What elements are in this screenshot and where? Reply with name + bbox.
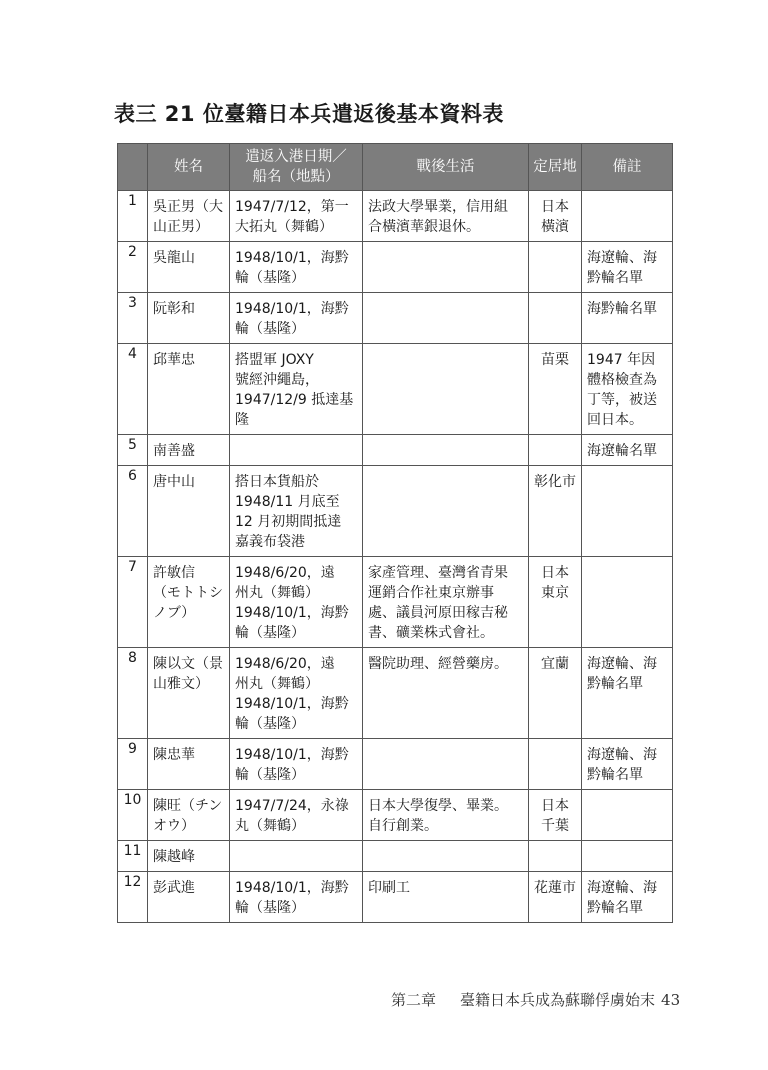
place-text: 日本 橫濱 bbox=[541, 199, 569, 235]
life-text bbox=[363, 435, 528, 445]
name-text: 陳旺（チン オウ） bbox=[153, 798, 223, 834]
cell-note bbox=[582, 557, 673, 648]
footer-chapter: 第二章 bbox=[391, 991, 437, 1009]
cell-life bbox=[363, 344, 529, 435]
cell-place bbox=[529, 739, 582, 790]
name-text: 陳忠華 bbox=[153, 747, 195, 763]
life-text bbox=[363, 293, 528, 303]
table-row bbox=[118, 293, 673, 344]
cell-note bbox=[582, 466, 673, 557]
life-text bbox=[363, 841, 528, 851]
life-text bbox=[363, 344, 528, 354]
cell-life bbox=[363, 648, 529, 739]
place-text bbox=[529, 739, 581, 749]
note-text bbox=[582, 191, 672, 201]
cell-return bbox=[230, 191, 363, 242]
life-text: 日本大學復學、畢業。 自行創業。 bbox=[368, 798, 508, 834]
place-text bbox=[529, 293, 581, 303]
cell-note bbox=[582, 344, 673, 435]
cell-note bbox=[582, 293, 673, 344]
place-text bbox=[529, 242, 581, 252]
cell-return bbox=[230, 557, 363, 648]
cell-name bbox=[148, 242, 230, 293]
cell-return bbox=[230, 344, 363, 435]
cell-place bbox=[529, 557, 582, 648]
cell-place bbox=[529, 841, 582, 872]
table-row bbox=[118, 790, 673, 841]
header-note: 備註 bbox=[582, 144, 673, 191]
page-number: 43 bbox=[661, 991, 681, 1009]
cell-note bbox=[582, 739, 673, 790]
header-place: 定居地 bbox=[529, 144, 582, 191]
table-row bbox=[118, 435, 673, 466]
cell-return bbox=[230, 293, 363, 344]
return-text: 1948/10/1，海黔 輪（基隆） bbox=[235, 250, 349, 286]
name-text: 陳以文（景 山雅文） bbox=[153, 656, 223, 692]
note-text: 1947 年因 體格檢查為 丁等，被送 回日本。 bbox=[587, 352, 657, 428]
life-text bbox=[363, 242, 528, 252]
cell-life bbox=[363, 191, 529, 242]
returnee-table bbox=[117, 143, 673, 923]
name-text: 唐中山 bbox=[153, 474, 195, 490]
note-text bbox=[582, 841, 672, 851]
cell-name bbox=[148, 648, 230, 739]
table-row bbox=[118, 841, 673, 872]
life-text: 印刷工 bbox=[368, 880, 410, 896]
cell-name bbox=[148, 191, 230, 242]
life-text bbox=[363, 466, 528, 476]
cell-life bbox=[363, 790, 529, 841]
return-text: 1948/10/1，海黔 輪（基隆） bbox=[235, 747, 349, 783]
cell-name bbox=[148, 435, 230, 466]
return-text bbox=[230, 841, 362, 851]
row-number: 10 bbox=[118, 790, 148, 841]
name-text: 陳越峰 bbox=[153, 849, 195, 865]
cell-note bbox=[582, 648, 673, 739]
cell-place bbox=[529, 191, 582, 242]
cell-note bbox=[582, 872, 673, 923]
row-number: 7 bbox=[118, 557, 148, 648]
name-text: 邱華忠 bbox=[153, 352, 195, 368]
cell-life bbox=[363, 872, 529, 923]
table-row bbox=[118, 739, 673, 790]
cell-return bbox=[230, 841, 363, 872]
note-text: 海遼輪、海 黔輪名單 bbox=[587, 250, 657, 286]
place-text: 日本 東京 bbox=[541, 565, 569, 601]
name-text: 南善盛 bbox=[153, 443, 195, 459]
cell-return bbox=[230, 790, 363, 841]
cell-note bbox=[582, 435, 673, 466]
return-text: 1947/7/12，第一 大拓丸（舞鶴） bbox=[235, 199, 349, 235]
name-text: 吳正男（大 山正男） bbox=[153, 199, 223, 235]
place-text: 日本 千葉 bbox=[541, 798, 569, 834]
return-text bbox=[230, 435, 362, 445]
note-text bbox=[582, 466, 672, 476]
table-row bbox=[118, 466, 673, 557]
table-row bbox=[118, 557, 673, 648]
footer-chapter-title: 臺籍日本兵成為蘇聯俘虜始末 bbox=[460, 991, 656, 1009]
note-text: 海遼輪名單 bbox=[587, 443, 657, 459]
header-return: 遣返入港日期／ 船名（地點） bbox=[230, 144, 363, 191]
cell-note bbox=[582, 191, 673, 242]
cell-name bbox=[148, 841, 230, 872]
cell-return bbox=[230, 435, 363, 466]
row-number: 12 bbox=[118, 872, 148, 923]
row-number: 9 bbox=[118, 739, 148, 790]
cell-place bbox=[529, 344, 582, 435]
cell-place bbox=[529, 790, 582, 841]
cell-life bbox=[363, 293, 529, 344]
cell-note bbox=[582, 841, 673, 872]
cell-return bbox=[230, 466, 363, 557]
table-row bbox=[118, 344, 673, 435]
table-row bbox=[118, 648, 673, 739]
header-number bbox=[118, 144, 148, 191]
cell-place bbox=[529, 648, 582, 739]
table-row bbox=[118, 242, 673, 293]
cell-name bbox=[148, 557, 230, 648]
name-text: 阮彰和 bbox=[153, 301, 195, 317]
life-text bbox=[363, 739, 528, 749]
cell-place bbox=[529, 293, 582, 344]
return-text: 1948/6/20，遠 州丸（舞鶴） 1948/10/1，海黔 輪（基隆） bbox=[235, 656, 349, 732]
cell-name bbox=[148, 344, 230, 435]
cell-life bbox=[363, 557, 529, 648]
header-life: 戰後生活 bbox=[363, 144, 529, 191]
note-text: 海黔輪名單 bbox=[587, 301, 657, 317]
table-title: 表三 21 位臺籍日本兵遣返後基本資料表 bbox=[114, 102, 504, 126]
cell-name bbox=[148, 739, 230, 790]
cell-note bbox=[582, 790, 673, 841]
cell-life bbox=[363, 841, 529, 872]
row-number: 1 bbox=[118, 191, 148, 242]
return-text: 1947/7/24，永祿 丸（舞鶴） bbox=[235, 798, 349, 834]
note-text: 海遼輪、海 黔輪名單 bbox=[587, 880, 657, 916]
row-number: 4 bbox=[118, 344, 148, 435]
return-text: 1948/10/1，海黔 輪（基隆） bbox=[235, 880, 349, 916]
row-number: 2 bbox=[118, 242, 148, 293]
row-number: 8 bbox=[118, 648, 148, 739]
cell-return bbox=[230, 648, 363, 739]
name-text: 吳龍山 bbox=[153, 250, 195, 266]
cell-name bbox=[148, 466, 230, 557]
table-row bbox=[118, 872, 673, 923]
cell-place bbox=[529, 435, 582, 466]
cell-note bbox=[582, 242, 673, 293]
cell-return bbox=[230, 242, 363, 293]
row-number: 6 bbox=[118, 466, 148, 557]
cell-name bbox=[148, 790, 230, 841]
return-text: 搭日本貨船於 1948/11 月底至 12 月初期間抵達 嘉義布袋港 bbox=[235, 474, 342, 550]
place-text: 宜蘭 bbox=[541, 656, 569, 672]
place-text bbox=[529, 841, 581, 851]
note-text bbox=[582, 557, 672, 567]
cell-name bbox=[148, 293, 230, 344]
cell-return bbox=[230, 739, 363, 790]
cell-life bbox=[363, 435, 529, 466]
place-text: 苗栗 bbox=[541, 352, 569, 368]
name-text: 彭武進 bbox=[153, 880, 195, 896]
life-text: 法政大學畢業，信用組 合橫濱華銀退休。 bbox=[368, 199, 508, 235]
cell-place bbox=[529, 872, 582, 923]
page-footer bbox=[391, 989, 680, 1010]
name-text: 許敏信 （モトトシ ノブ） bbox=[153, 565, 223, 621]
cell-place bbox=[529, 466, 582, 557]
life-text: 家產管理、臺灣省青果 運銷合作社東京辦事 處、議員河原田稼吉秘 書、礦業株式會社。 bbox=[368, 565, 508, 641]
life-text: 醫院助理、經營藥房。 bbox=[368, 656, 508, 672]
row-number: 5 bbox=[118, 435, 148, 466]
cell-return bbox=[230, 872, 363, 923]
return-text: 1948/10/1，海黔 輪（基隆） bbox=[235, 301, 349, 337]
note-text: 海遼輪、海 黔輪名單 bbox=[587, 656, 657, 692]
table-row bbox=[118, 191, 673, 242]
row-number: 3 bbox=[118, 293, 148, 344]
cell-name bbox=[148, 872, 230, 923]
cell-life bbox=[363, 739, 529, 790]
note-text bbox=[582, 790, 672, 800]
return-text: 1948/6/20，遠 州丸（舞鶴） 1948/10/1，海黔 輪（基隆） bbox=[235, 565, 349, 641]
place-text: 彰化市 bbox=[534, 474, 576, 490]
cell-life bbox=[363, 242, 529, 293]
row-number: 11 bbox=[118, 841, 148, 872]
note-text: 海遼輪、海 黔輪名單 bbox=[587, 747, 657, 783]
cell-life bbox=[363, 466, 529, 557]
cell-place bbox=[529, 242, 582, 293]
header-name: 姓名 bbox=[148, 144, 230, 191]
table-header-row bbox=[118, 144, 673, 191]
place-text: 花蓮市 bbox=[534, 880, 576, 896]
place-text bbox=[529, 435, 581, 445]
return-text: 搭盟軍 JOXY 號經沖繩島， 1947/12/9 抵達基 隆 bbox=[235, 352, 354, 428]
